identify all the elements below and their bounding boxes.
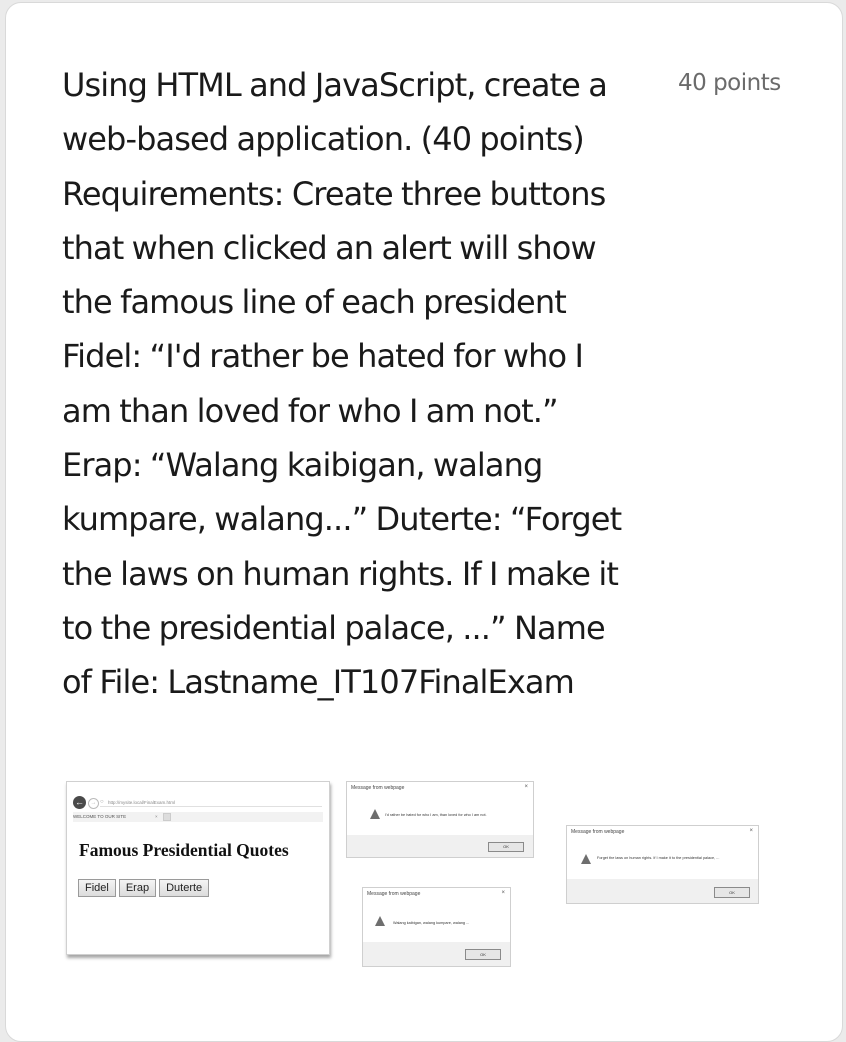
- duterte-button: Duterte: [159, 879, 209, 897]
- question-line: Fidel: “I'd rather be hated for who I: [62, 337, 584, 376]
- question-line: kumpare, walang...” Duterte: “Forget: [62, 500, 622, 539]
- question-line: Requirements: Create three buttons: [62, 174, 606, 213]
- browser-screenshot: [66, 781, 330, 955]
- alert-message: Forget the laws on human rights. If I make it to the presidential palace, ...: [597, 856, 720, 860]
- alert-message: I'd rather be hated for who I am, than loved for who I am not.: [385, 813, 487, 817]
- question-line: that when clicked an alert will show: [62, 228, 596, 267]
- url-text: http://mysite.local/FinalExam.html: [108, 800, 176, 805]
- alert-title: Message from webpage: [571, 829, 625, 835]
- address-bar: [100, 798, 322, 807]
- ok-button: OK: [714, 887, 750, 898]
- new-tab-icon: [163, 813, 171, 821]
- close-icon: ×: [501, 890, 505, 896]
- alert-dialog-erap: [362, 887, 511, 967]
- alert-dialog-duterte: [566, 825, 759, 904]
- warning-icon: [370, 809, 380, 819]
- points-label: 40 points: [678, 70, 781, 96]
- question-line: the laws on human rights. If I make it: [62, 554, 618, 593]
- erap-button: Erap: [119, 879, 156, 897]
- close-icon: ×: [524, 784, 528, 790]
- question-line: web-based application. (40 points): [62, 120, 584, 159]
- question-line: of File: Lastname_IT107FinalExam: [62, 663, 574, 702]
- tab-title: WELCOME TO OUR SITE: [73, 814, 127, 819]
- question-line: Using HTML and JavaScript, create a: [62, 66, 607, 104]
- question-line: Erap: “Walang kaibigan, walang: [62, 446, 543, 485]
- browser-tab-row: [73, 812, 323, 822]
- ok-button: OK: [465, 949, 501, 960]
- site-heading: Famous Presidential Quotes: [79, 840, 289, 860]
- question-line: to the presidential palace, ...” Name: [62, 608, 605, 647]
- fidel-button: Fidel: [78, 879, 116, 897]
- tab-close-icon: ×: [155, 814, 158, 819]
- question-text: [62, 58, 667, 710]
- question-line: the famous line of each president: [62, 283, 566, 322]
- back-arrow-icon: ←: [75, 797, 84, 807]
- page-icon: ○: [100, 799, 104, 805]
- alert-title: Message from webpage: [367, 891, 421, 897]
- alert-message: Walang kaibigan, walang kumpare, walang ...: [393, 921, 470, 925]
- alert-dialog-fidel: [346, 781, 534, 858]
- warning-icon: [581, 854, 591, 864]
- browser-nav-row: [73, 796, 323, 810]
- quote-button-row: [78, 879, 209, 897]
- forward-arrow-icon: →: [88, 798, 99, 809]
- question-line: am than loved for who I am not.”: [62, 391, 558, 430]
- close-icon: ×: [749, 828, 753, 834]
- alert-title: Message from webpage: [351, 785, 405, 791]
- warning-icon: [375, 916, 385, 926]
- ok-button: OK: [488, 842, 524, 852]
